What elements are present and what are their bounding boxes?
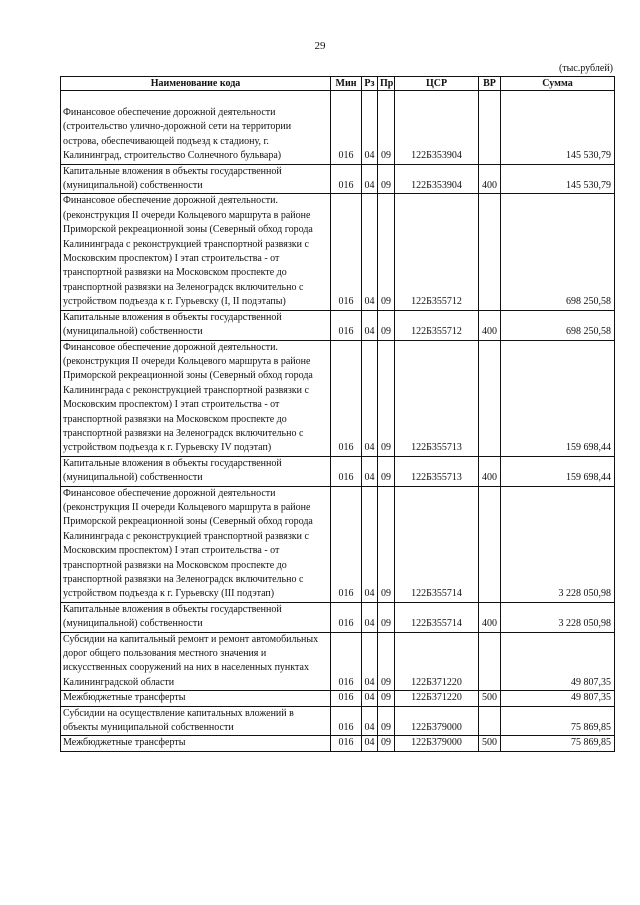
row-pr: 09	[378, 736, 395, 751]
table-row	[61, 164, 615, 194]
row-sum: 49 807,35	[501, 632, 615, 691]
row-vr: 400	[479, 310, 501, 340]
row-sum: 145 530,79	[501, 91, 615, 165]
row-name: Финансовое обеспечение дорожной деятельности (строительство улично-дорожной сети на территории острова, обеспечивающей подъезд к стадиону, г. Калининград, строительство Солнечного бульвара)	[61, 91, 331, 165]
row-csr: 122Б379000	[395, 706, 479, 736]
row-csr: 122Б355712	[395, 194, 479, 310]
row-rz: 04	[362, 310, 378, 340]
row-sum: 159 698,44	[501, 456, 615, 486]
row-name: Капитальные вложения в объекты государственной (муниципальной) собственности	[61, 456, 331, 486]
row-csr: 122Б355713	[395, 340, 479, 456]
row-min: 016	[331, 736, 362, 751]
row-sum: 75 869,85	[501, 706, 615, 736]
row-min: 016	[331, 164, 362, 194]
row-rz: 04	[362, 91, 378, 165]
table-row	[61, 340, 615, 456]
row-min: 016	[331, 91, 362, 165]
row-vr: 400	[479, 602, 501, 632]
row-csr: 122Б353904	[395, 91, 479, 165]
row-csr: 122Б355713	[395, 456, 479, 486]
row-name: Межбюджетные трансферты	[61, 736, 331, 751]
table-row	[61, 632, 615, 691]
row-name: Межбюджетные трансферты	[61, 691, 331, 706]
header-sum: Сумма	[501, 77, 615, 91]
table-row	[61, 602, 615, 632]
row-csr: 122Б353904	[395, 164, 479, 194]
units-label: (тыс.рублей)	[558, 63, 613, 74]
table-row	[61, 194, 615, 310]
table-row	[61, 310, 615, 340]
row-vr	[479, 632, 501, 691]
row-sum: 49 807,35	[501, 691, 615, 706]
row-rz: 04	[362, 691, 378, 706]
row-rz: 04	[362, 486, 378, 602]
header-csr: ЦСР	[395, 77, 479, 91]
row-pr: 09	[378, 310, 395, 340]
row-sum: 159 698,44	[501, 340, 615, 456]
row-pr: 09	[378, 194, 395, 310]
row-csr: 122Б371220	[395, 691, 479, 706]
row-name: Субсидии на осуществление капитальных вложений в объекты муниципальной собственности	[61, 706, 331, 736]
row-sum: 3 228 050,98	[501, 602, 615, 632]
row-csr: 122Б355714	[395, 486, 479, 602]
row-pr: 09	[378, 456, 395, 486]
row-vr	[479, 91, 501, 165]
row-vr: 500	[479, 691, 501, 706]
row-rz: 04	[362, 602, 378, 632]
row-rz: 04	[362, 340, 378, 456]
row-rz: 04	[362, 194, 378, 310]
row-min: 016	[331, 632, 362, 691]
row-rz: 04	[362, 706, 378, 736]
header-rz: Рз	[362, 77, 378, 91]
row-sum: 75 869,85	[501, 736, 615, 751]
row-min: 016	[331, 706, 362, 736]
row-min: 016	[331, 486, 362, 602]
page-number: 29	[314, 40, 326, 52]
table-row	[61, 91, 615, 165]
row-sum: 3 228 050,98	[501, 486, 615, 602]
row-min: 016	[331, 340, 362, 456]
row-name: Финансовое обеспечение дорожной деятельности. (реконструкция II очереди Кольцевого маршрута в районе Приморской рекреационной зоны (Северный обход города Калининграда с реконструкцией транспортной развязки с Московским проспектом) I этап строительства - от транспортной развязки на Московском проспекте до транспортной развязки на Зеленоградск включительно с устройством подъезда к г. Гурьевску IV подэтап)	[61, 340, 331, 456]
budget-table	[60, 76, 615, 752]
row-name: Капитальные вложения в объекты государственной (муниципальной) собственности	[61, 602, 331, 632]
row-pr: 09	[378, 486, 395, 602]
row-min: 016	[331, 691, 362, 706]
row-rz: 04	[362, 632, 378, 691]
row-vr	[479, 340, 501, 456]
table-row	[61, 691, 615, 706]
row-pr: 09	[378, 91, 395, 165]
row-min: 016	[331, 310, 362, 340]
row-min: 016	[331, 194, 362, 310]
table-header-row	[61, 77, 615, 91]
row-rz: 04	[362, 736, 378, 751]
row-name: Капитальные вложения в объекты государственной (муниципальной) собственности	[61, 164, 331, 194]
row-vr	[479, 486, 501, 602]
header-min: Мин	[331, 77, 362, 91]
row-sum: 698 250,58	[501, 194, 615, 310]
row-vr: 500	[479, 736, 501, 751]
row-csr: 122Б379000	[395, 736, 479, 751]
row-csr: 122Б355714	[395, 602, 479, 632]
row-pr: 09	[378, 632, 395, 691]
row-pr: 09	[378, 340, 395, 456]
row-csr: 122Б371220	[395, 632, 479, 691]
row-rz: 04	[362, 456, 378, 486]
row-sum: 698 250,58	[501, 310, 615, 340]
row-pr: 09	[378, 164, 395, 194]
row-rz: 04	[362, 164, 378, 194]
row-min: 016	[331, 602, 362, 632]
row-sum: 145 530,79	[501, 164, 615, 194]
row-name: Финансовое обеспечение дорожной деятельности (реконструкция II очереди Кольцевого маршрута в районе Приморской рекреационной зоны (Северный обход города Калининграда с реконструкцией транспортной развязки с Московским проспектом) I этап строительства - от транспортной развязки на Московском проспекте до транспортной развязки на Зеленоградск включительно с устройством подъезда к г. Гурьевску (III подэтап)	[61, 486, 331, 602]
table-row	[61, 706, 615, 736]
table-row	[61, 486, 615, 602]
row-pr: 09	[378, 691, 395, 706]
table-row	[61, 456, 615, 486]
row-name: Капитальные вложения в объекты государственной (муниципальной) собственности	[61, 310, 331, 340]
row-csr: 122Б355712	[395, 310, 479, 340]
row-name: Субсидии на капитальный ремонт и ремонт автомобильных дорог общего пользования местного значения и искусственных сооружений на них в населенных пунктах Калининградской области	[61, 632, 331, 691]
row-vr	[479, 706, 501, 736]
row-vr: 400	[479, 164, 501, 194]
header-pr: Пр	[378, 77, 395, 91]
row-min: 016	[331, 456, 362, 486]
row-pr: 09	[378, 602, 395, 632]
row-pr: 09	[378, 706, 395, 736]
row-vr	[479, 194, 501, 310]
table-row	[61, 736, 615, 751]
row-name: Финансовое обеспечение дорожной деятельности. (реконструкция II очереди Кольцевого маршрута в районе Приморской рекреационной зоны (Северный обход города Калининграда с реконструкцией транспортной развязки с Московским проспектом) I этап строительства - от транспортной развязки на Московском проспекте до транспортной развязки на Зеленоградск включительно с устройством подъезда к г. Гурьевску (I, II подэтапы)	[61, 194, 331, 310]
header-vr: ВР	[479, 77, 501, 91]
row-vr: 400	[479, 456, 501, 486]
header-name: Наименование кода	[61, 77, 331, 91]
